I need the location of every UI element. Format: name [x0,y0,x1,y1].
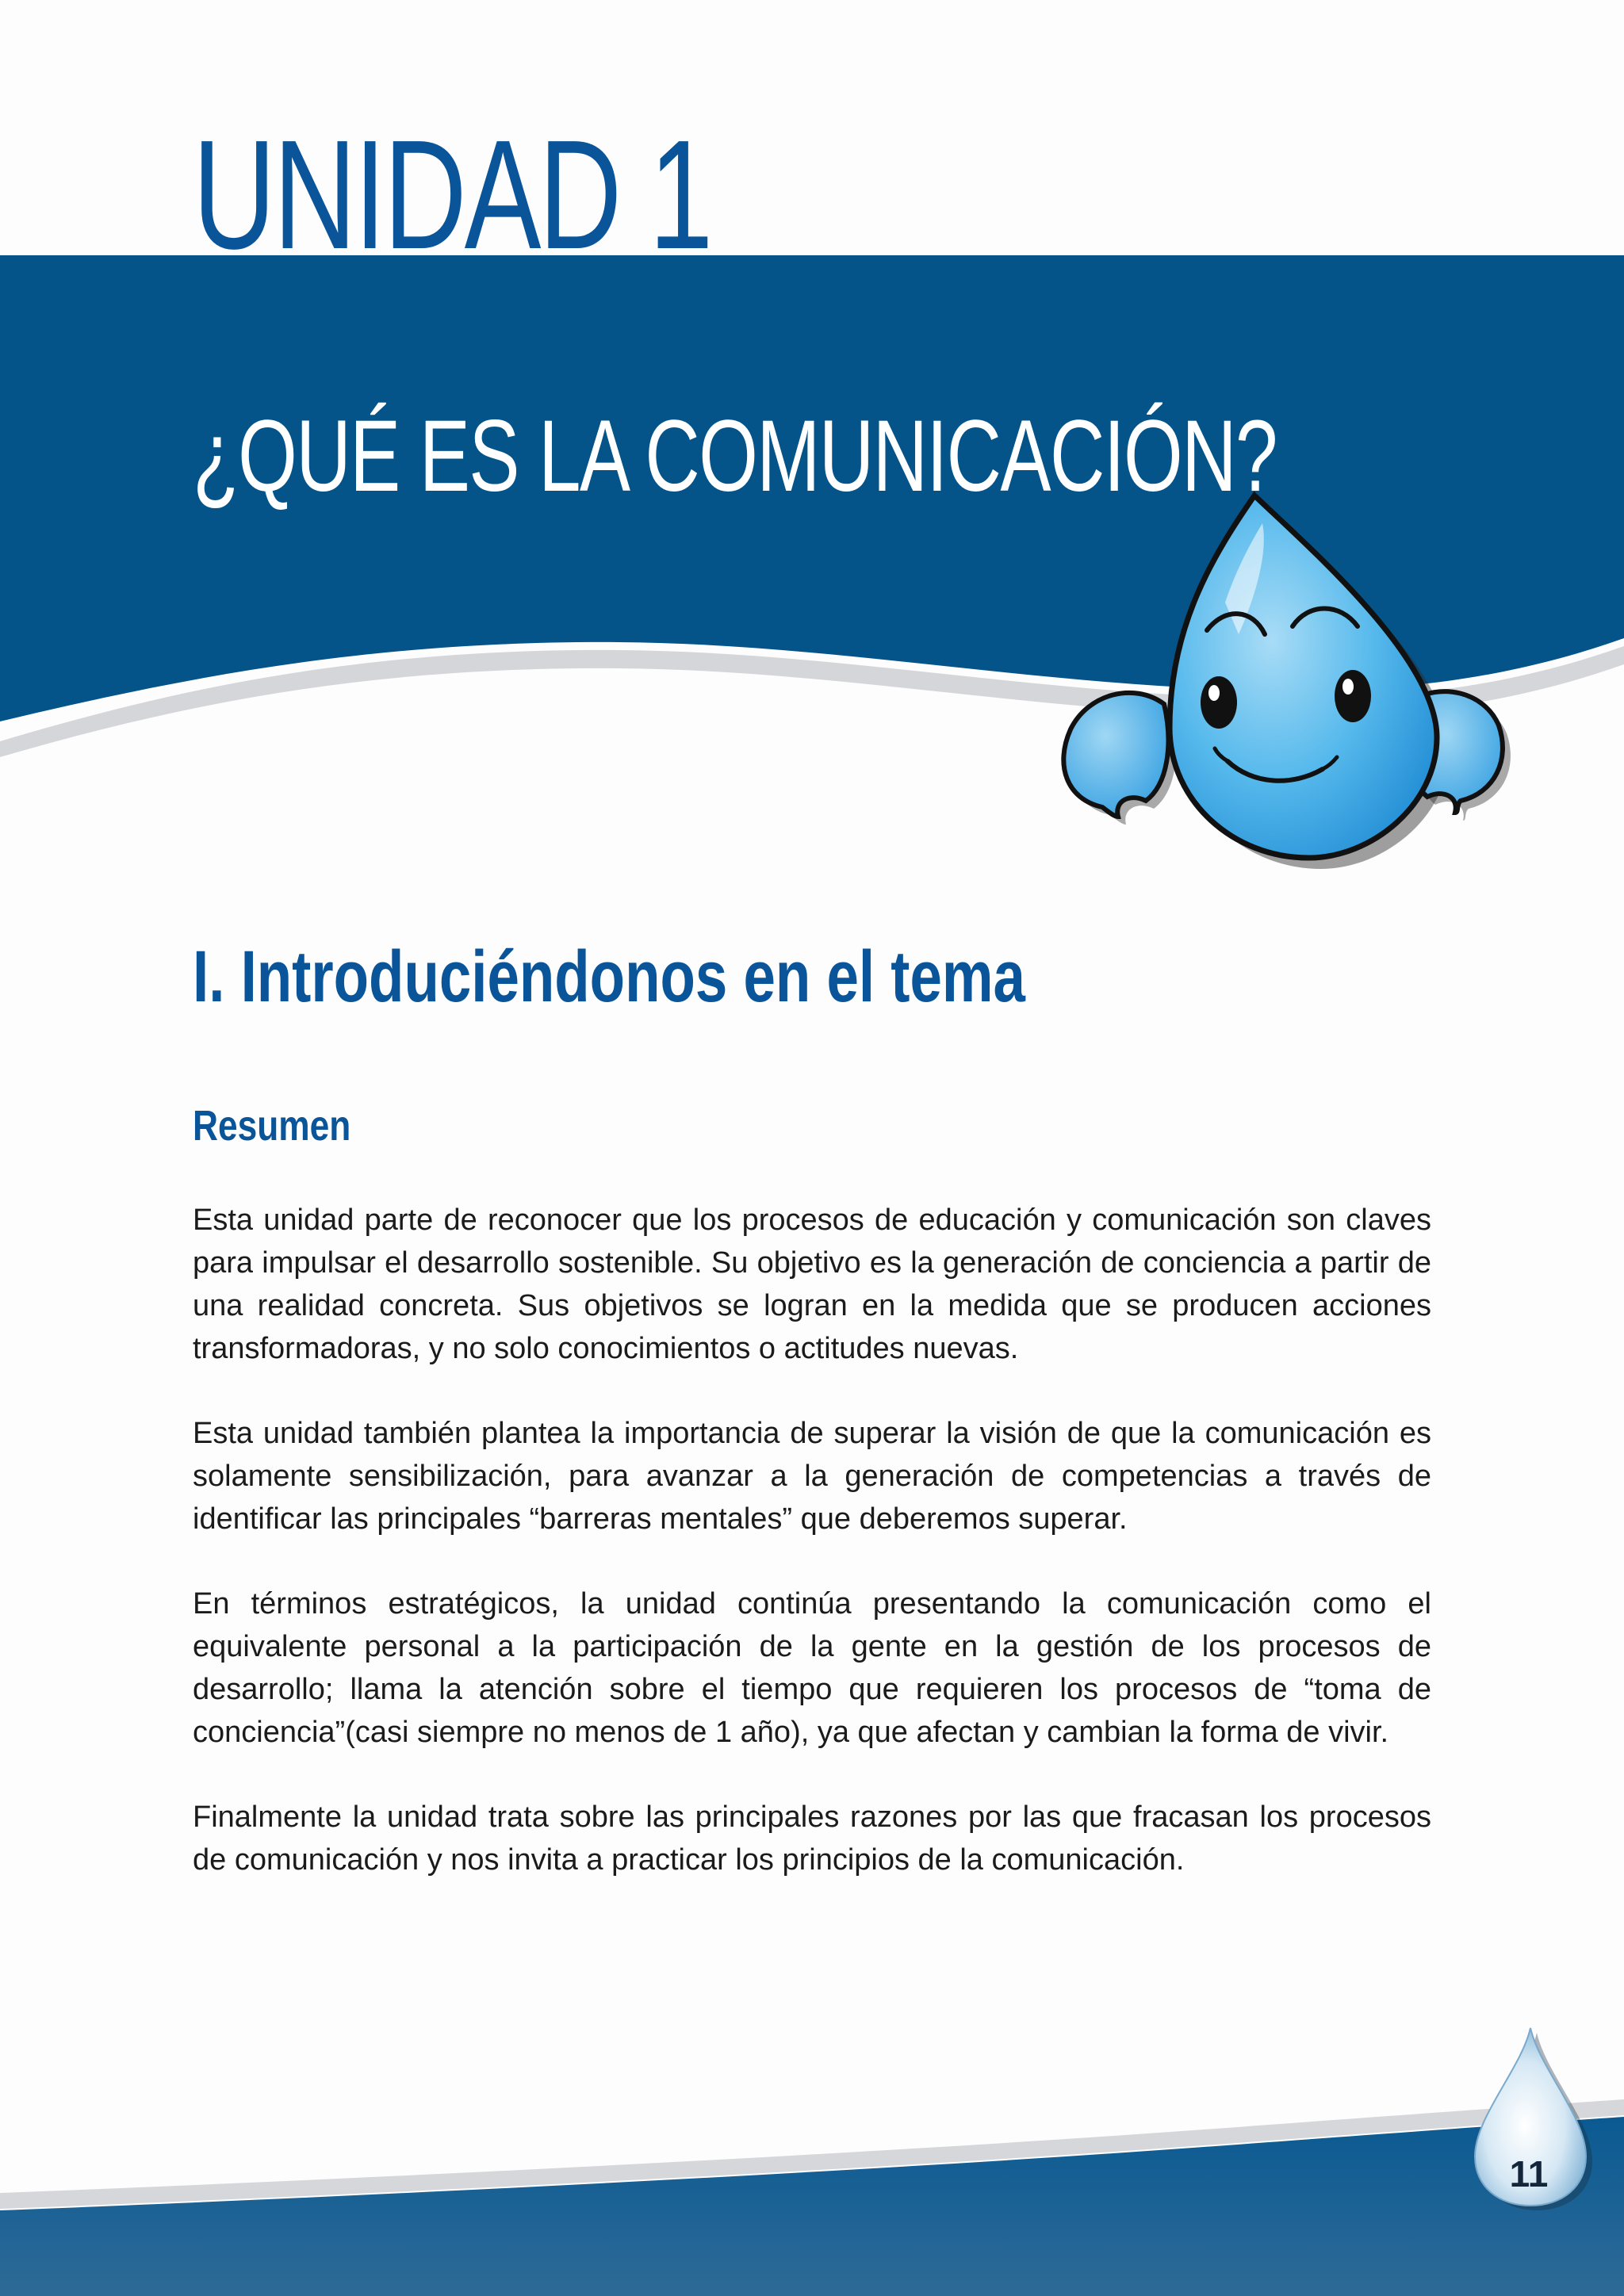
water-drop-mascot-icon [0,0,1624,951]
paragraph: Esta unidad también plantea la importancia de superar la visión de que la comunicación es solamente sensibilización, para avanzar a la generación de competencias a través de identificar las principales “barreras mentales” que deberemos superar. [193,1417,1431,1536]
section-title: I. Introduciéndonos en el tema [193,936,1025,1017]
footer-band [0,2061,1624,2296]
subsection-title: Resumen [193,1102,351,1150]
paragraph: Esta unidad parte de reconocer que los procesos de educación y comunicación son claves para impulsar el desarrollo sostenible. Su objetivo es la generación de conciencia a partir de una realidad concreta. Sus objetivos se logran en la medida que se producen acciones transformadoras, y no solo conocimientos o actitudes nuevas. [193,1203,1431,1365]
chapter-title: ¿QUÉ ES LA COMUNICACIÓN? [193,400,1277,513]
paragraph: Finalmente la unidad trata sobre las principales razones por las que fracasan los procesos de comunicación y nos invita a practicar los principios de la comunicación. [193,1800,1431,1877]
paragraph: En términos estratégicos, la unidad continúa presentando la comunicación como el equivalente personal a la participación de la gente en la gestión de los procesos de desarrollo; llama la atención sobre el tiempo que requieren los procesos de “toma de conciencia”(casi siempre no menos de 1 año), ya que afectan y cambian la forma de vivir. [193,1587,1431,1749]
page-number: 11 [1509,2153,1549,2195]
body-text [193,1199,1431,1923]
unit-title: UNIDAD 1 [193,108,711,281]
